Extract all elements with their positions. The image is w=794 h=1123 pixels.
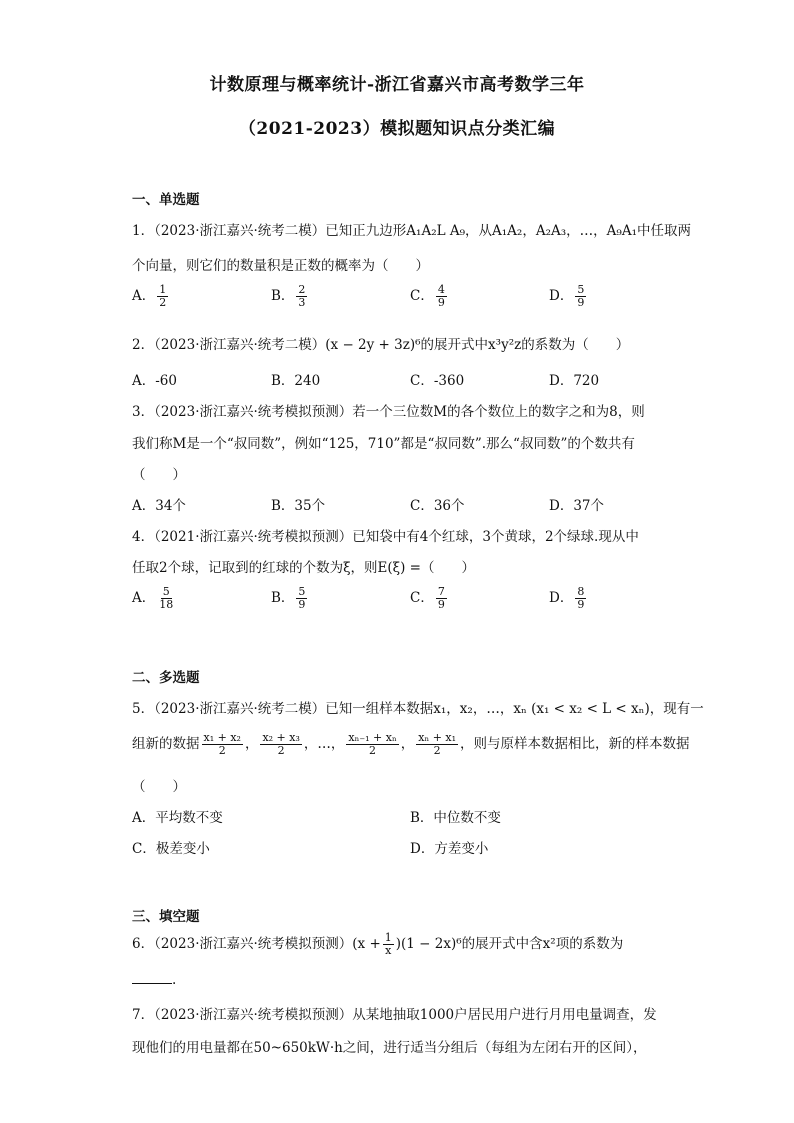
- section-single-choice: 一、单选题: [132, 192, 200, 208]
- q5-line-1: 5．（2023·浙江嘉兴·统考二模）已知一组样本数据x₁，x₂，…，xₙ (x₁ < x₂ < L < xₙ)，现有一: [132, 701, 704, 717]
- q6-line-1: [132, 932, 623, 957]
- q5-option-a: A．平均数不变: [132, 810, 223, 826]
- fraction-denominator: 9: [577, 296, 585, 309]
- fraction-denominator: 3: [298, 296, 306, 309]
- fraction-denominator: x: [385, 944, 392, 957]
- q2-option-c: C．-360: [410, 373, 465, 389]
- q3-option-c: C．36个: [410, 498, 465, 514]
- q6-prefix: 6．（2023·浙江嘉兴·统考模拟预测）: [132, 936, 353, 952]
- q1-option-b: [271, 284, 309, 309]
- q4-option-b: [271, 586, 309, 611]
- q3-option-b: B．35个: [271, 498, 326, 514]
- q3-option-d: D．37个: [549, 498, 605, 514]
- fraction-denominator: 9: [298, 598, 306, 611]
- fraction-denominator: 2: [159, 296, 167, 309]
- q7-line-1: 7．（2023·浙江嘉兴·统考模拟预测）从某地抽取1000户居民用户进行月用电量调查，发: [132, 1007, 657, 1023]
- q2-option-b: B．240: [271, 373, 321, 389]
- option-label: B．: [271, 590, 295, 606]
- q2-option-a: A．-60: [132, 373, 177, 389]
- option-label: A．: [132, 288, 156, 304]
- section-fill-in: 三、填空题: [132, 909, 200, 925]
- q5-option-b: B．中位数不变: [410, 810, 501, 826]
- fraction-denominator: 9: [437, 598, 445, 611]
- fraction: [436, 284, 447, 309]
- fraction-denominator: 18: [159, 598, 174, 611]
- q6-answer-blank: [132, 972, 176, 988]
- fraction-numerator: 4: [437, 283, 445, 296]
- q1-option-c: [410, 284, 449, 309]
- fraction-numerator: 7: [437, 585, 445, 598]
- fraction-numerator: 8: [577, 585, 585, 598]
- fraction-denominator: 2: [369, 744, 377, 757]
- q3-line-3: （ ）: [132, 467, 186, 483]
- fraction-numerator: xₙ + x₁: [418, 731, 457, 744]
- q1-option-d: [549, 284, 588, 309]
- q6-expr-right: )(1 − 2x)⁶: [395, 936, 462, 952]
- fraction-numerator: x₂ + x₃: [262, 731, 300, 744]
- fraction: [202, 732, 243, 757]
- q4-line-2: 任取2个球，记取到的红球的个数为ξ，则E(ξ) =（ ）: [132, 560, 475, 576]
- q4-option-d: [549, 586, 588, 611]
- fraction: [296, 586, 307, 611]
- q4-option-c: [410, 586, 449, 611]
- fraction-denominator: 2: [218, 744, 226, 757]
- fraction: [157, 284, 168, 309]
- option-label: C．: [410, 590, 434, 606]
- q2-line-1: 2．（2023·浙江嘉兴·统考二模）(x − 2y + 3z)⁶的展开式中x³y²z的系数为（ ）: [132, 337, 630, 353]
- fraction: [416, 732, 458, 757]
- fraction-numerator: xₙ₋₁ + xₙ: [348, 731, 397, 744]
- blank-line: [132, 983, 172, 984]
- q1-line-2: 个向量，则它们的数量积是正数的概率为（ ）: [132, 258, 429, 274]
- q5-line-2: 组新的数据 $\frac{\text{x₁ + x₂}}{2}$ ， $\frac{\text{x₂ + x₃}}{2}$ ，…， $\frac{\text{xₙ₋₁ + xₙ}}{2}$ ， $\frac{\text{xₙ + x₁}}{2}$ ，则与原样本数据相比，新的样本数据: [132, 731, 690, 757]
- fraction: [436, 586, 447, 611]
- q6-expr-left: (x +: [352, 936, 381, 952]
- q5-line-2-suffix: ，则与原样本数据相比，新的样本数据: [460, 736, 690, 752]
- fraction-denominator: 2: [433, 744, 441, 757]
- fraction: [296, 284, 307, 309]
- document-title-line-2: （2021-2023）模拟题知识点分类汇编: [238, 119, 556, 139]
- q1-line-1: 1．（2023·浙江嘉兴·统考二模）已知正九边形A₁A₂L A₉，从A₁A₂，A₂A₃，…，A₉A₁中任取两: [132, 223, 691, 239]
- option-label: C．: [410, 288, 434, 304]
- option-label: D．: [549, 590, 574, 606]
- q7-line-2: 现他们的用电量都在50~650kW·h之间，进行适当分组后（每组为左闭右开的区间），: [132, 1040, 647, 1056]
- q5-option-c: C．极差变小: [132, 841, 210, 857]
- fraction-numerator: x₁ + x₂: [203, 731, 241, 744]
- option-label: B．: [271, 288, 295, 304]
- fraction: [575, 284, 586, 309]
- fraction: [383, 932, 394, 957]
- document-title-line-1: 计数原理与概率统计-浙江省嘉兴市高考数学三年: [209, 75, 585, 95]
- section-multiple-choice: 二、多选题: [132, 670, 200, 686]
- q5-line-3: （ ）: [132, 779, 186, 795]
- q6-suffix: 的展开式中含x²项的系数为: [461, 936, 624, 952]
- q5-line-2-prefix: 组新的数据: [132, 736, 200, 752]
- fraction-denominator: 9: [577, 598, 585, 611]
- fraction: [157, 586, 175, 611]
- q4-line-1: 4．（2021·浙江嘉兴·统考模拟预测）已知袋中有4个红球，3个黄球，2个绿球.现从中: [132, 529, 639, 545]
- fraction: [575, 586, 586, 611]
- fraction: [346, 732, 398, 757]
- fraction-numerator: 5: [577, 283, 585, 296]
- q4-option-a: [132, 586, 177, 611]
- option-label: D．: [549, 288, 574, 304]
- fraction-denominator: 9: [437, 296, 445, 309]
- q3-line-2: 我们称M是一个“叔同数”，例如“125，710”都是“叔同数”.那么“叔同数”的个数共有: [132, 436, 635, 452]
- fraction-numerator: 1: [159, 283, 167, 296]
- q1-option-a: [132, 284, 170, 309]
- fraction-numerator: 1: [384, 931, 392, 944]
- q3-option-a: A．34个: [132, 498, 186, 514]
- option-label: A．: [132, 590, 156, 606]
- q3-line-1: 3．（2023·浙江嘉兴·统考模拟预测）若一个三位数M的各个数位上的数字之和为8，则: [132, 404, 645, 420]
- fraction-numerator: 2: [298, 283, 306, 296]
- q6-line-2: .: [172, 972, 177, 988]
- fraction: [260, 732, 301, 757]
- fraction-numerator: 5: [162, 585, 170, 598]
- fraction-numerator: 5: [298, 585, 306, 598]
- fraction-denominator: 2: [277, 744, 285, 757]
- q2-option-d: D．720: [549, 373, 600, 389]
- q5-option-d: D．方差变小: [410, 841, 489, 857]
